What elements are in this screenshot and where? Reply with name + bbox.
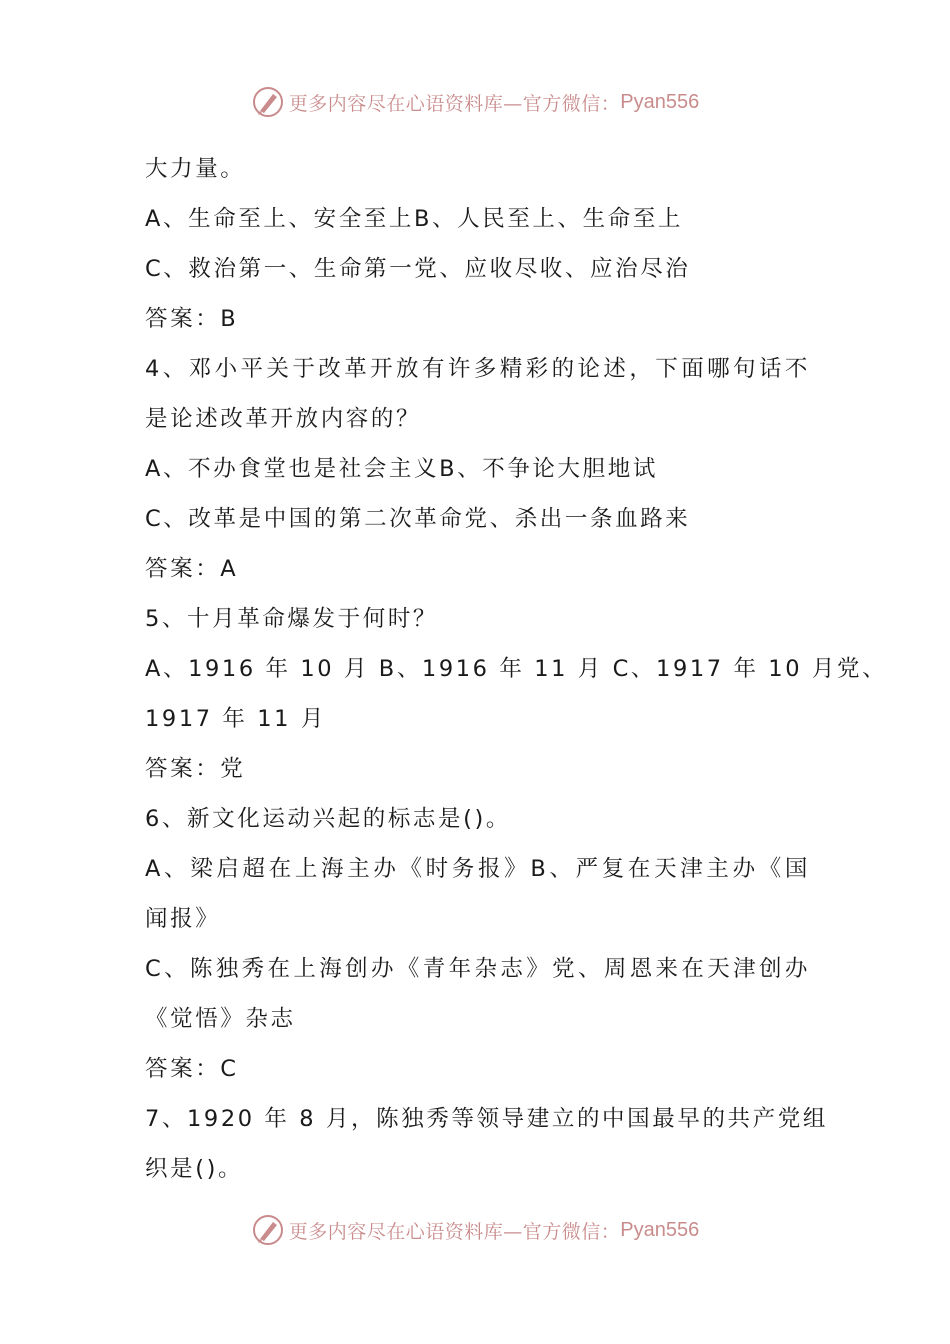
- answer-line: 答案：B: [145, 306, 239, 332]
- footer-banner: [0, 1210, 950, 1250]
- option-line: C、改革是中国的第二次革命党、杀出一条血路来: [145, 506, 691, 532]
- pen-logo-icon: [251, 1213, 285, 1247]
- option-line: A、1916 年 10 月 B、1916 年 11 月 C、1917 年 10 月党、: [145, 656, 888, 682]
- option-line: A、梁启超在上海主办《时务报》B、严复在天津主办《国: [145, 856, 810, 882]
- text-line: A、生命至上、安全至上B、人民至上、生命至上: [145, 206, 684, 232]
- option-line: 《觉悟》杂志: [145, 1006, 296, 1032]
- question-line: 织是()。: [145, 1156, 244, 1182]
- option-line: A、不办食堂也是社会主义B、不争论大胆地试: [145, 456, 658, 482]
- banner-text: 更多内容尽在心语资料库—官方微信：: [288, 92, 621, 115]
- banner-wechat: Pyan556: [620, 90, 700, 113]
- option-line: 闻报》: [145, 906, 221, 932]
- banner-text: 更多内容尽在心语资料库—官方微信：: [288, 1220, 621, 1243]
- question-line: 5、十月革命爆发于何时？: [145, 606, 439, 632]
- question-line: 6、新文化运动兴起的标志是()。: [145, 806, 511, 832]
- question-line: 7、1920 年 8 月，陈独秀等领导建立的中国最早的共产党组: [145, 1106, 828, 1132]
- option-line: C、陈独秀在上海创办《青年杂志》党、周恩来在天津创办: [145, 956, 810, 982]
- banner-wechat: Pyan556: [620, 1218, 700, 1241]
- document-body: [145, 144, 888, 1194]
- text-line: C、救治第一、生命第一党、应收尽收、应治尽治: [145, 256, 691, 282]
- header-banner: [0, 82, 950, 122]
- text-line: 大力量。: [145, 156, 246, 182]
- answer-line: 答案：C: [145, 1056, 239, 1082]
- question-line: 4、邓小平关于改革开放有许多精彩的论述，下面哪句话不: [145, 356, 810, 382]
- answer-line: 答案：A: [145, 556, 239, 582]
- option-line: 1917 年 11 月: [145, 706, 326, 732]
- answer-line: 答案：党: [145, 756, 246, 782]
- question-line: 是论述改革开放内容的？: [145, 406, 422, 432]
- pen-logo-icon: [251, 85, 285, 119]
